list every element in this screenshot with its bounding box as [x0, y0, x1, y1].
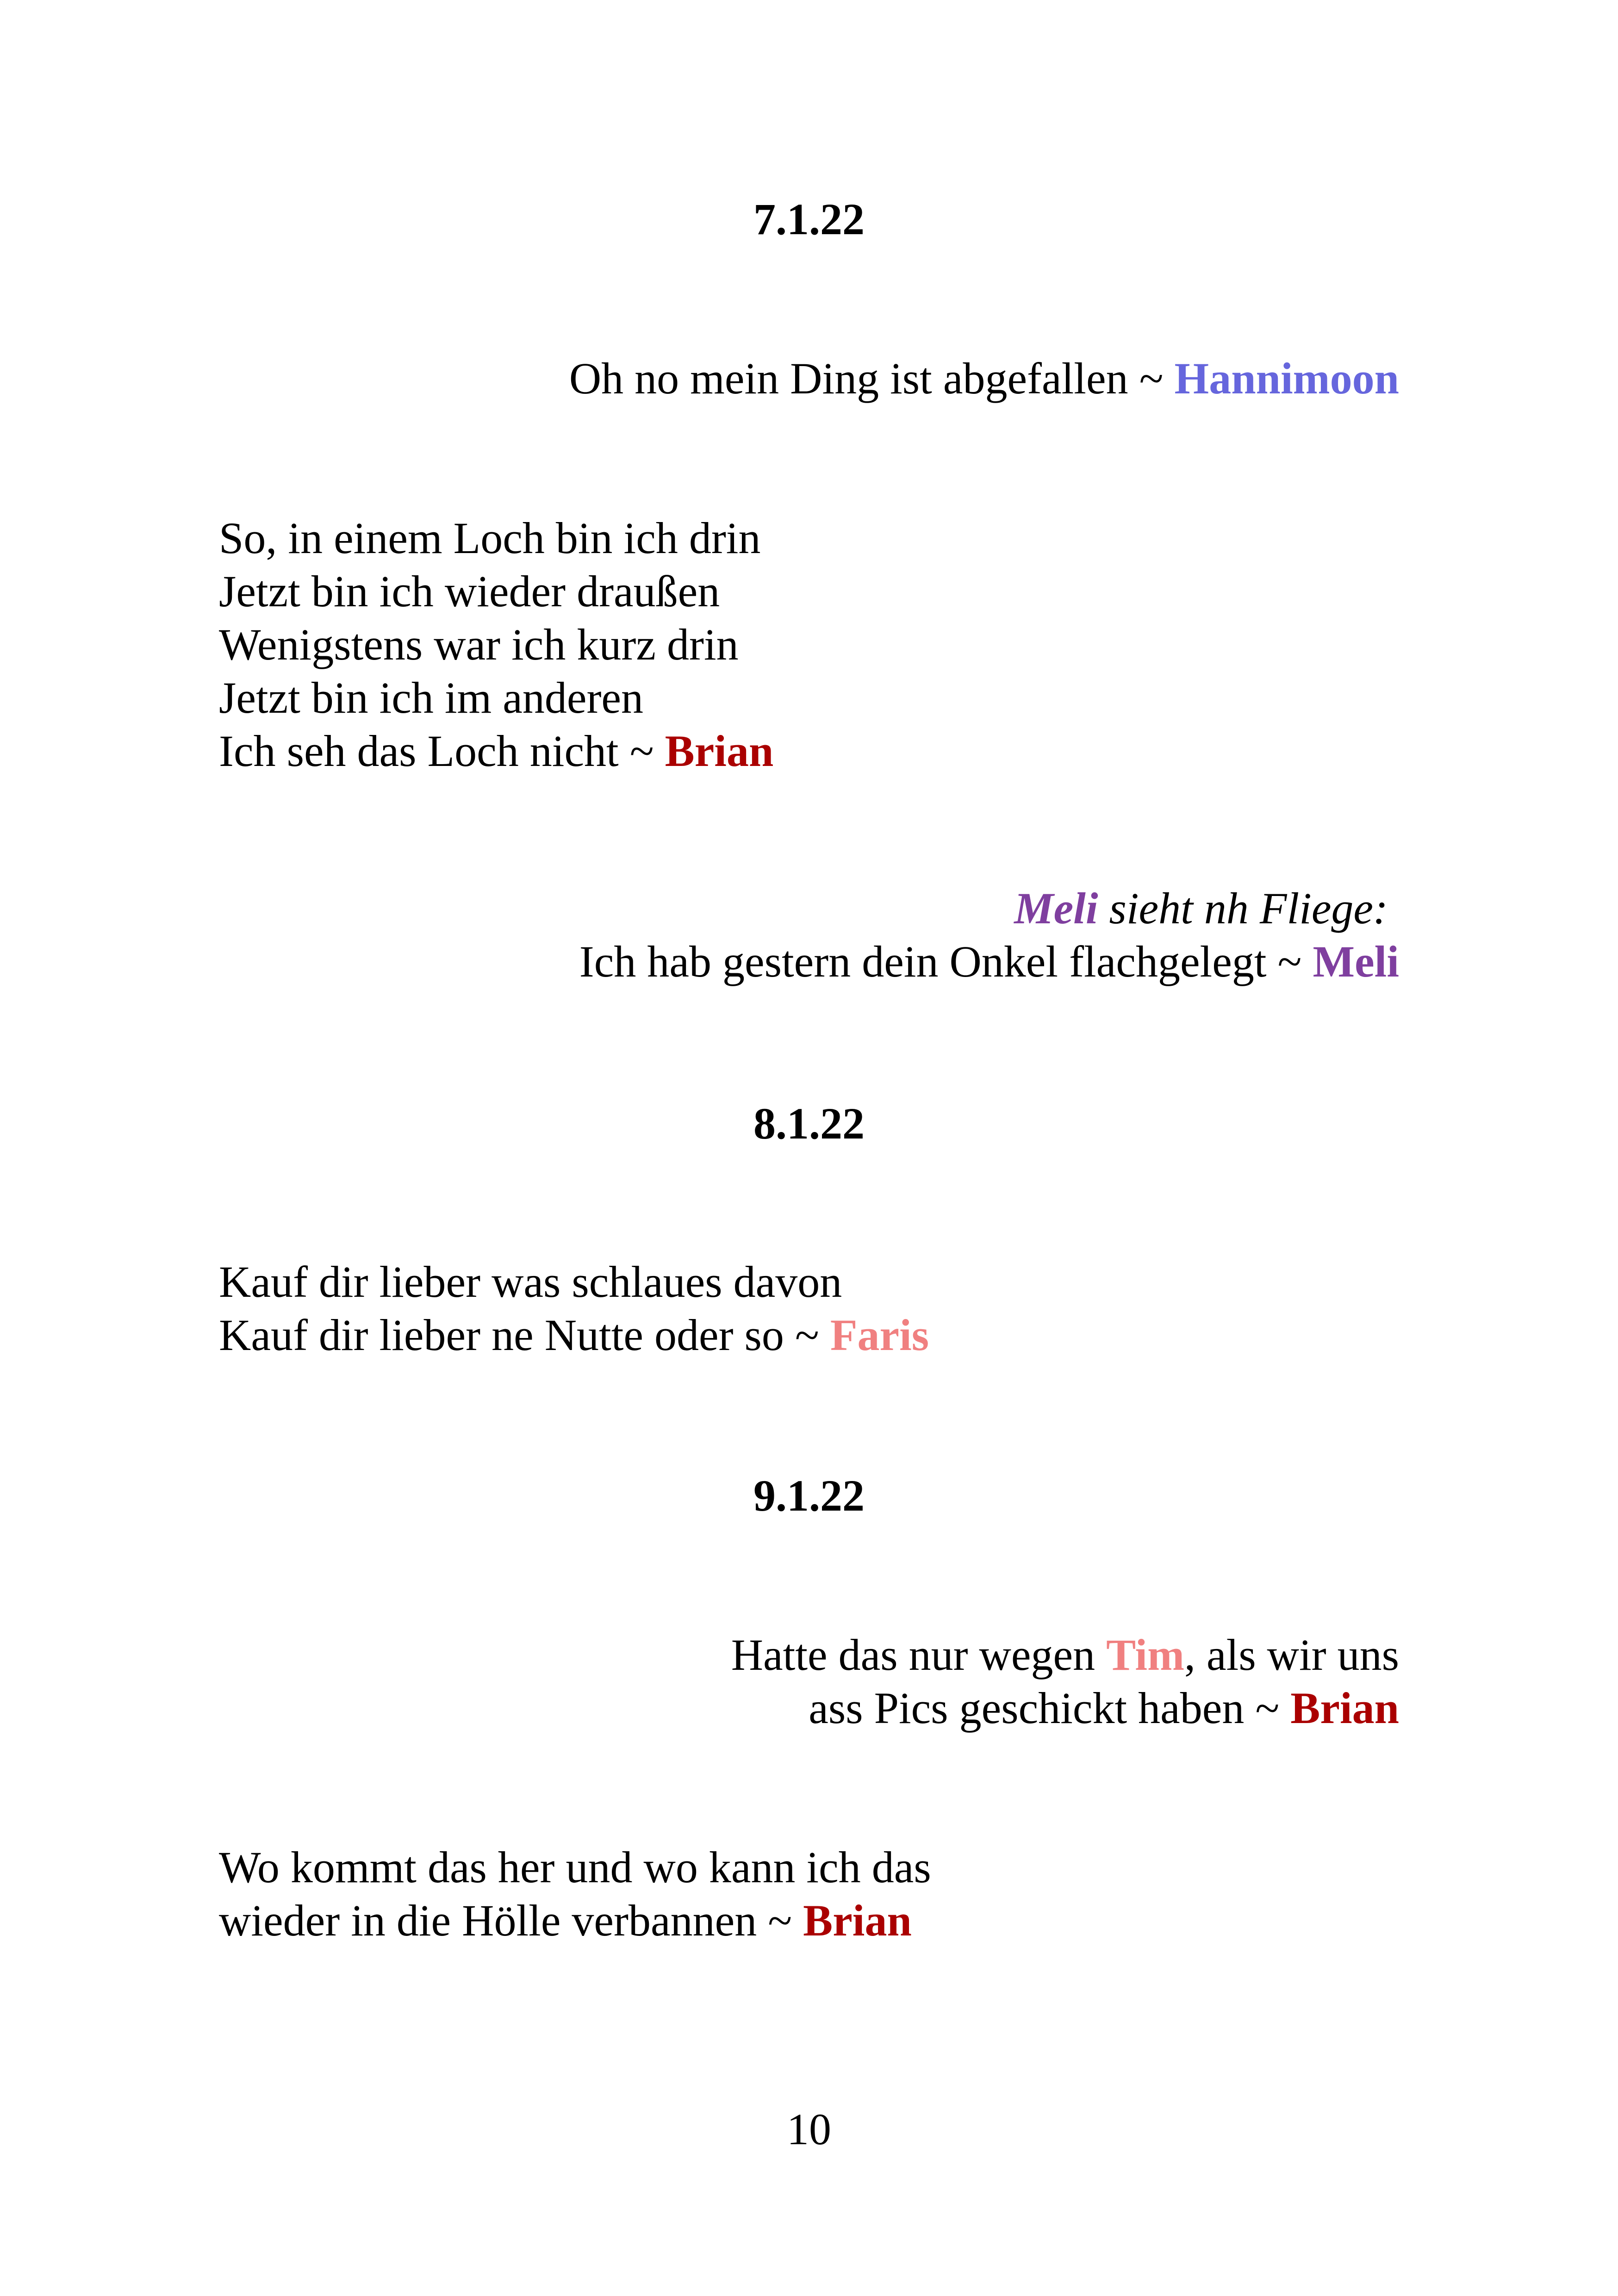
date-heading: 9.1.22: [753, 1471, 865, 1520]
author-name: Meli: [1313, 937, 1399, 986]
context-name: Meli: [1014, 884, 1098, 933]
quote-line: [196, 1628, 1399, 1681]
quote-text: Hatte das nur wegen: [731, 1630, 1107, 1680]
quote-line: Wenigstens war ich kurz drin: [219, 620, 739, 669]
quote-block: [196, 882, 1399, 988]
quote-text: wieder in die Hölle verbannen ~: [219, 1896, 803, 1945]
date-heading: 7.1.22: [753, 194, 865, 244]
quote-block: [219, 1255, 1422, 1362]
quote-line: [219, 1308, 1422, 1362]
author-name: Brian: [665, 726, 774, 776]
quote-line: Jetzt bin ich wieder draußen: [219, 566, 720, 616]
quote-line: Wo kommt das her und wo kann ich das: [219, 1842, 931, 1892]
mentioned-name: Tim: [1106, 1630, 1185, 1680]
quote-text: Ich seh das Loch nicht ~: [219, 726, 665, 776]
quote-block: [219, 511, 1422, 778]
quote-line: [196, 1681, 1399, 1735]
quote-block: [196, 1628, 1399, 1735]
quote-context: [196, 882, 1399, 935]
quote-text: Oh no mein Ding ist abgefallen ~: [569, 354, 1175, 403]
quote-text: ass Pics geschickt haben ~: [809, 1683, 1291, 1733]
quote-line: So, in einem Loch bin ich drin: [219, 513, 761, 563]
quote-line: [196, 935, 1399, 988]
quote-block: [196, 352, 1399, 405]
quote-line: Kauf dir lieber was schlaues davon: [219, 1257, 842, 1307]
author-name: Hannimoon: [1174, 354, 1399, 403]
quote-text: , als wir uns: [1184, 1630, 1399, 1680]
quote-text: Ich hab gestern dein Onkel flachgelegt ~: [579, 937, 1313, 986]
quote-block: [219, 1841, 1422, 1947]
quote-line: [219, 724, 1422, 778]
quote-text: Kauf dir lieber ne Nutte oder so ~: [219, 1310, 830, 1360]
page-number: 10: [787, 2104, 831, 2154]
author-name: Faris: [830, 1310, 929, 1360]
date-heading: 8.1.22: [753, 1099, 865, 1148]
author-name: Brian: [803, 1896, 912, 1945]
author-name: Brian: [1290, 1683, 1399, 1733]
quote-line: [196, 352, 1399, 405]
quote-line: Jetzt bin ich im anderen: [219, 673, 644, 722]
quote-line: [219, 1894, 1422, 1947]
context-text: sieht nh Fliege:: [1098, 884, 1388, 933]
